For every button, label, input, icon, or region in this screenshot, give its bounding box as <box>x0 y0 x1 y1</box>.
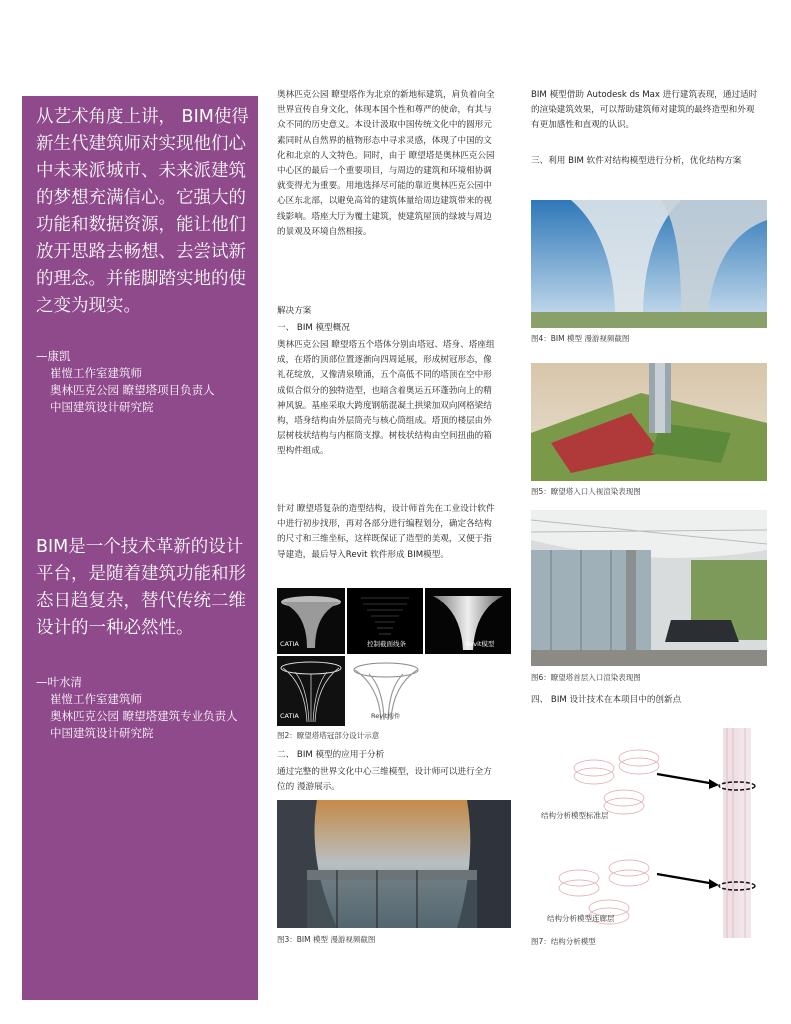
quote-2: BIM是一个技术革新的设计平台，是随着建筑功能和形态日趋复杂，替代传统二维设计的一种必然性。 <box>36 537 246 638</box>
fig-label: CATIA <box>280 639 299 648</box>
solution-heading: 解决方案 <box>277 306 312 316</box>
figure-4-image <box>531 200 767 328</box>
section-4-heading: 四、 BIM 设计技术在本项目中的创新点 <box>531 695 682 705</box>
byline-1-line: 奥林匹克公园 瞭望塔项目负责人 <box>50 383 215 397</box>
fig-label: Revit模型 <box>465 639 495 648</box>
quote-sidebar <box>22 96 258 1000</box>
figure-5-caption: 图5：瞭望塔入口人视渲染表现图 <box>531 487 641 496</box>
figure-2-caption: 图2：瞭望塔塔冠部分设计示意 <box>277 731 380 740</box>
figure-7-image <box>539 728 767 938</box>
revit-components-image <box>347 656 425 726</box>
byline-2-name: —叶水清 <box>36 675 82 689</box>
figure-3-caption: 图3：BIM 模型 漫游视频截图 <box>277 935 376 944</box>
byline-1-line: 中国建筑设计研究院 <box>50 400 154 414</box>
col3-intro: BIM 模型借助 Autodesk ds Max 进行建筑表现，通过适时的渲染建筑效果，可以帮助建筑师对建筑的最终造型和外观有更加感性和直观的认识。 <box>531 90 758 131</box>
section-3-heading: 三、利用 BIM 软件对结构模型进行分析，优化结构方案 <box>531 156 742 166</box>
fig-label: 控制截面线条 <box>367 639 406 648</box>
byline-2-line: 奥林匹克公园 瞭望塔建筑专业负责人 <box>50 709 238 723</box>
quote-1: 从艺术角度上讲， BIM使得新生代建筑师对实现他们心中未来派城市、未来派建筑的梦想充满信心。它强大的功能和数据资源，能让他们放开思路去畅想、去尝试新的理念。并能脚踏实地的使之变为现实。 <box>36 107 249 316</box>
revit-model-image <box>425 588 511 654</box>
section-1-body: 奥林匹克公园 瞭望塔五个塔体分别由塔冠、塔身、塔座组成，在塔的顶部位置逐渐向四周延展，形成树冠形态，像礼花绽放，又像清泉喷涌，五个高低不同的塔顶在空中形成似合似分的独特造型，也暗含着奥运五环蓬勃向上的精神风貌。基座采取大跨度钢筋混凝土拱梁加双向网格梁结构，塔身结构由外层筒壳与核心筒组成。塔顶的楼层由外层树枝状结构与内框筒支撑。树枝状结构由空间扭曲的箱型构件组成。 <box>277 340 495 457</box>
fig7-label-corridor: 结构分析模型连廊层 <box>547 914 615 923</box>
figure-3-image <box>277 800 511 928</box>
catia-structure-image <box>277 656 345 726</box>
byline-2-line: 中国建筑设计研究院 <box>50 726 154 740</box>
byline-1 <box>36 348 250 416</box>
section-2-heading: 二、 BIM 模型的应用于分析 <box>277 750 385 760</box>
intro-paragraph: 奥林匹克公园 瞭望塔作为北京的新地标建筑，肩负着向全世界宣传自身文化，体现本国个性和尊严的使命，有其与众不同的历史意义。本设计汲取中国传统文化中的圆形元素同时从自然界的植物形态中寻求灵感，体现了中国的文化和北京的人文特色。同时，由于 瞭望塔是奥林匹克公园中心区的最后一个重要项目，与周边的建筑和环境相协调就变得尤为重要。用地选择尽可能的靠近奥林匹克公园中心区东北部，以避免高耸的建筑体量给周边建筑带来的视线影响。塔座大厅为覆土建筑，使建筑屋顶的绿坡与周边的景观及环境自然相接。 <box>277 90 495 237</box>
section-lines-image <box>347 588 423 654</box>
figure-5-image <box>531 363 767 481</box>
figure-7-caption: 图7：结构分析模型 <box>531 937 596 946</box>
fig7-label-standard: 结构分析模型标准层 <box>541 811 609 820</box>
figure-6-caption: 图6：瞭望塔首层入口渲染表现图 <box>531 673 641 682</box>
fig-label: Revit构件 <box>371 711 401 720</box>
catia-crown-image <box>277 588 345 654</box>
figure-6-image <box>531 510 767 666</box>
fig-label: CATIA <box>280 711 299 720</box>
section-1-heading: 一、 BIM 模型概况 <box>277 323 350 333</box>
paragraph-3: 针对 瞭望塔复杂的造型结构，设计师首先在工业设计软件中进行初步找形，再对各部分进行编程划分，确定各结构的尺寸和三维坐标，这样既保证了造型的美观，又便于指导建造，最后导入Revit 软件形成 BIM模型。 <box>277 504 495 560</box>
byline-2-line: 崔愷工作室建筑师 <box>50 692 142 706</box>
section-2-body: 通过完整的世界文化中心三维模型，设计师可以进行全方位的 漫游展示。 <box>277 767 492 793</box>
figure-4-caption: 图4：BIM 模型 漫游视频截图 <box>531 334 630 343</box>
byline-1-name: —康凯 <box>36 349 71 363</box>
byline-2 <box>36 674 250 742</box>
byline-1-line: 崔愷工作室建筑师 <box>50 366 142 380</box>
